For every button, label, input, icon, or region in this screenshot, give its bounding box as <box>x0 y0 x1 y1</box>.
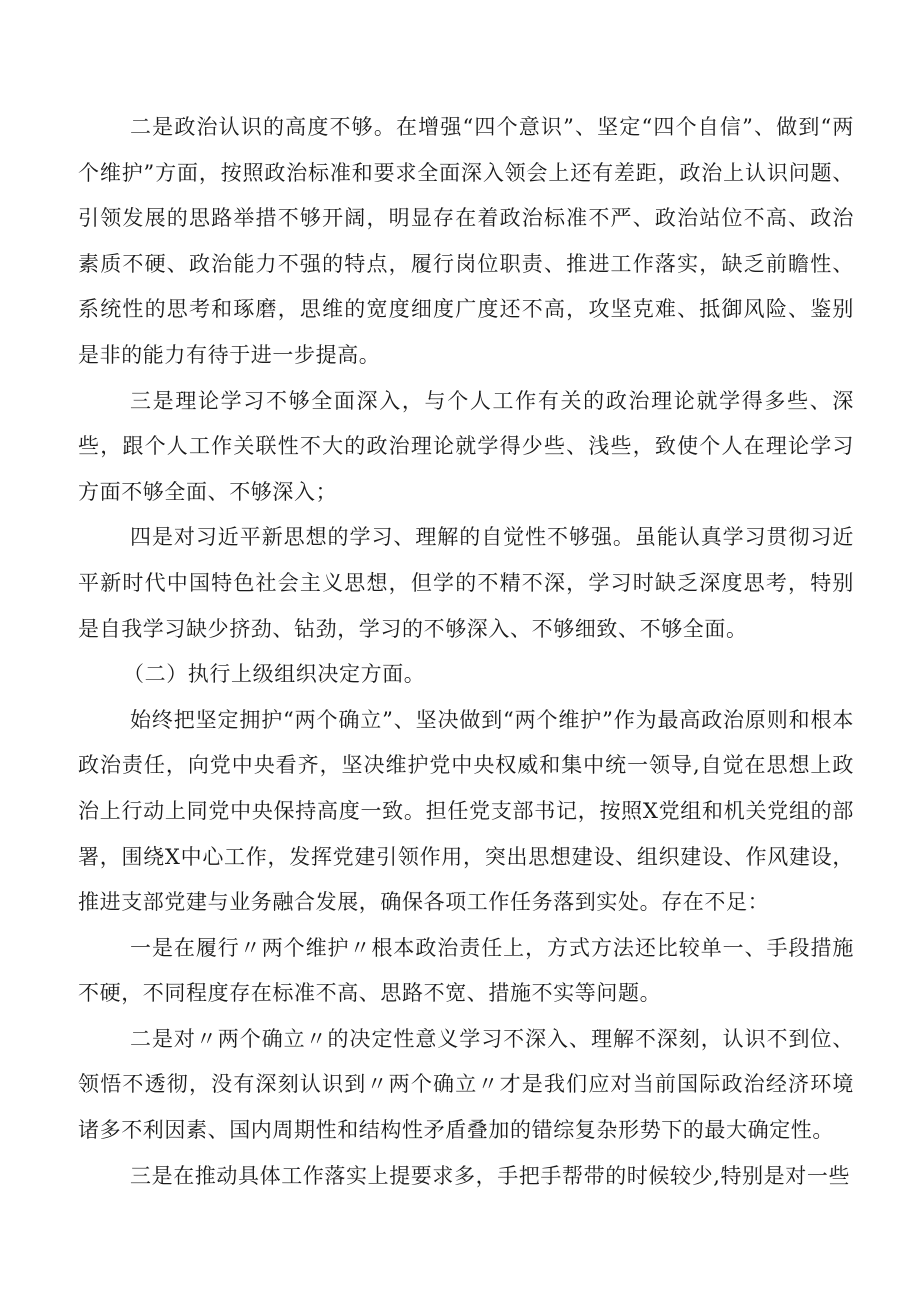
paragraph-theory-study: 三是理论学习不够全面深入，与个人工作有关的政治理论就学得多些、深些，跟个人工作关联性不大的政治理论就学得少些、浅些，致使个人在理论学习方面不够全面、不够深入； <box>78 388 854 504</box>
section-heading-execution: （二）执行上级组织决定方面。 <box>123 662 426 687</box>
paragraph-two-establishments: 始终把坚定拥护“两个确立”、坚决做到“两个维护”作为最高政治原则和根本政治责任，向党中央看齐，坚决维护党中央权威和集中统一领导,自觉在思想上政治上行动上同党中央保持高度一致。担任党支部书记，按照X党组和机关党组的部署，围绕X中心工作，发挥党建引领作用，突出思想建设、组织建设、作风建设，推进支部党建与业务融合发展，确保各项工作任务落到实处。存在不足： <box>78 707 854 915</box>
paragraph-new-thought-study: 四是对习近平新思想的学习、理解的自觉性不够强。虽能认真学习贯彻习近平新时代中国特色社会主义思想，但学的不精不深，学习时缺乏深度思考，特别是自我学习缺少挤劲、钻劲，学习的不够深入、不够细致、不够全面。 <box>78 525 854 641</box>
paragraph-shortcoming-one: 一是在履行〃两个维护〃根本政治责任上，方式方法还比较单一、手段措施不硬，不同程度存在标准不高、思路不宽、措施不实等问题。 <box>78 935 854 1006</box>
paragraph-shortcoming-three: 三是在推动具体工作落实上提要求多，手把手帮带的时候较少,特别是对一些 <box>130 1163 851 1188</box>
paragraph-shortcoming-two: 二是对〃两个确立〃的决定性意义学习不深入、理解不深刻，认识不到位、领悟不透彻，没有深刻认识到〃两个确立〃才是我们应对当前国际政治经济环境诸多不利因素、国内周期性和结构性矛盾叠加的错综复杂形势下的最大确定性。 <box>78 1026 854 1143</box>
paragraph-political-awareness: 二是政治认识的高度不够。在增强“四个意识”、坚定“四个自信”、做到“两个维护”方面，按照政治标准和要求全面深入领会上还有差距，政治上认识问题、引领发展的思路举措不够开阔，明显存在着政治标准不严、政治站位不高、政治素质不硬、政治能力不强的特点，履行岗位职责、推进工作落实，缺乏前瞻性、系统性的思考和琢磨，思维的宽度细度广度还不高，攻坚克难、抵御风险、鉴别是非的能力有待于进一步提高。 <box>78 115 854 367</box>
